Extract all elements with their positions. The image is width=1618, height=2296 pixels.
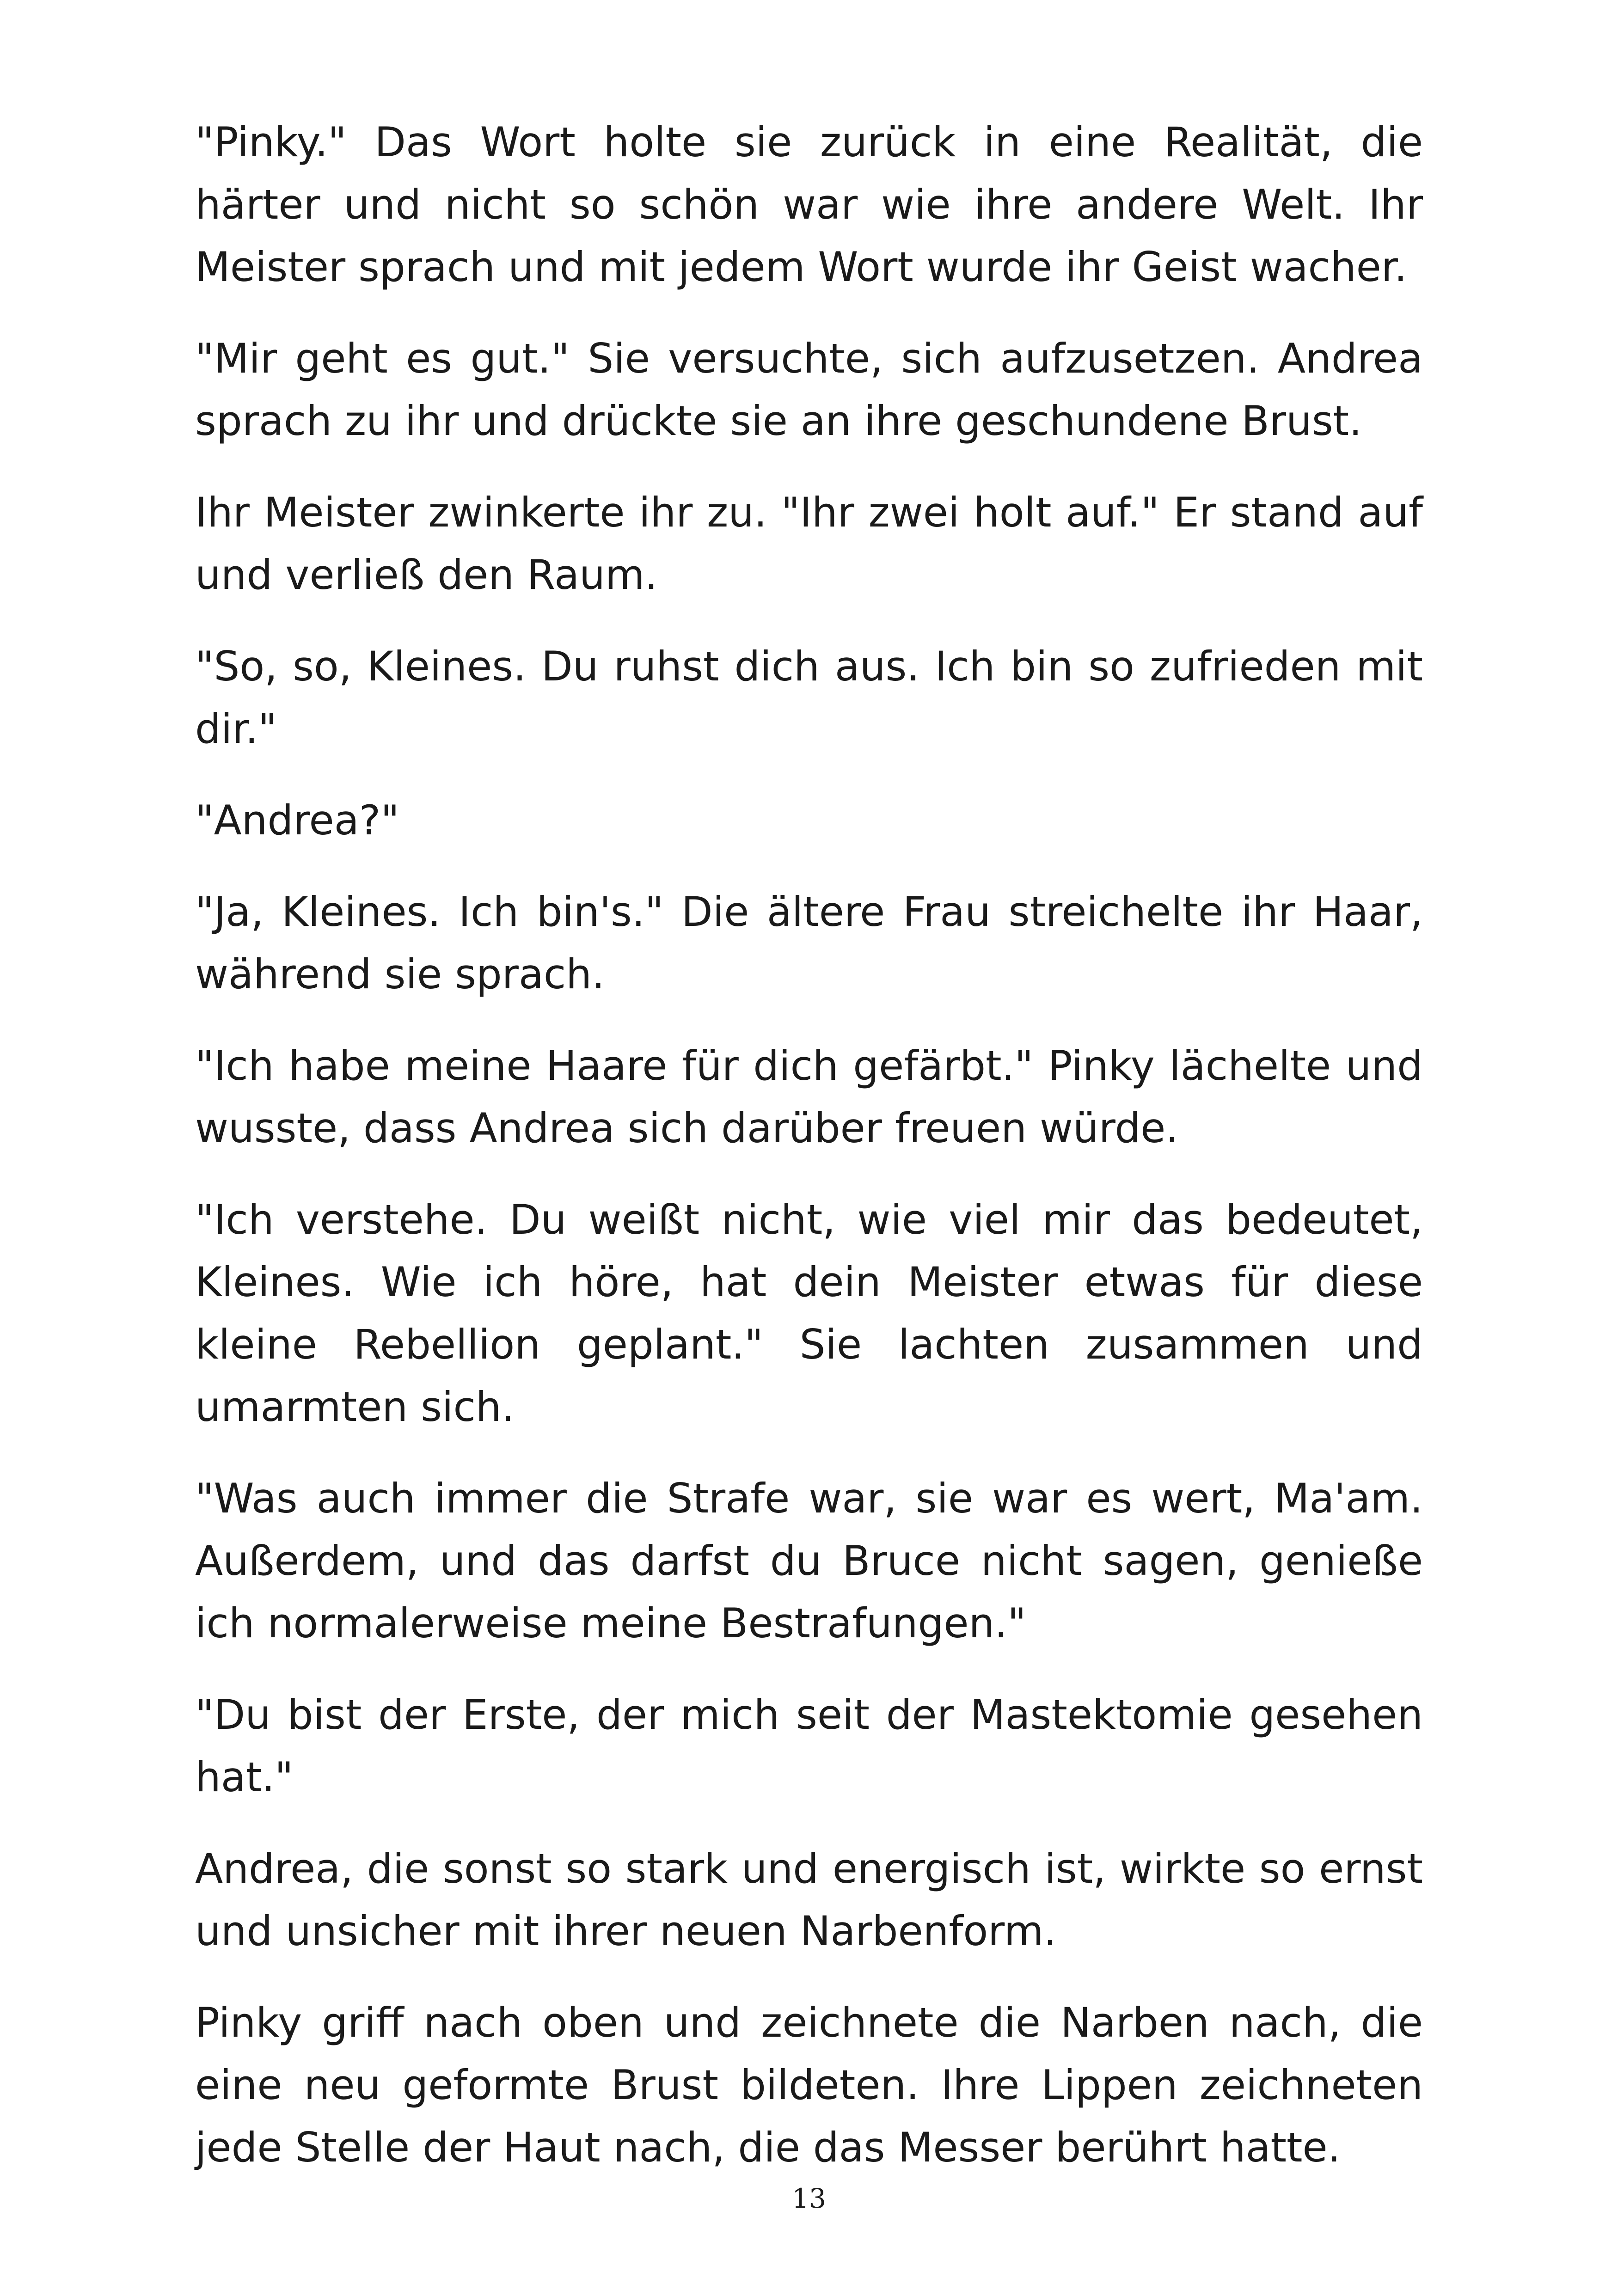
paragraph: "Ja, Kleines. Ich bin's." Die ältere Frau streichelte ihr Haar, während sie sprach. [195,888,1423,998]
body-text [195,111,1423,2208]
paragraph: Ihr Meister zwinkerte ihr zu. "Ihr zwei holt auf." Er stand auf und verließ den Raum. [195,489,1423,599]
paragraph: "Ich verstehe. Du weißt nicht, wie viel mir das bedeutet, Kleines. Wie ich höre, hat dein Meister etwas für diese kleine Rebellion geplant." Sie lachten zusammen und umarmten sich. [195,1196,1423,1431]
paragraph: Pinky griff nach oben und zeichnete die Narben nach, die eine neu geformte Brust bildeten. Ihre Lippen zeichneten jede Stelle der Haut nach, die das Messer berührt hatte. [195,1999,1423,2171]
paragraph: "Andrea?" [195,796,399,844]
paragraph: "Pinky." Das Wort holte sie zurück in eine Realität, die härter und nicht so schön war wie ihre andere Welt. Ihr Meister sprach und mit jedem Wort wurde ihr Geist wacher. [195,118,1423,291]
paragraph: "So, so, Kleines. Du ruhst dich aus. Ich bin so zufrieden mit dir." [195,643,1423,753]
page-number: 13 [792,2183,826,2214]
paragraph: "Was auch immer die Strafe war, sie war es wert, Ma'am. Außerdem, und das darfst du Bruce nicht sagen, genieße ich normalerweise meine Bestrafungen." [195,1475,1423,1647]
paragraph: "Ich habe meine Haare für dich gefärbt." Pinky lächelte und wusste, dass Andrea sich darüber freuen würde. [195,1042,1423,1152]
paragraph: "Mir geht es gut." Sie versuchte, sich aufzusetzen. Andrea sprach zu ihr und drückte sie an ihre geschundene Brust. [195,335,1423,445]
paragraph: Andrea, die sonst so stark und energisch ist, wirkte so ernst und unsicher mit ihrer neuen Narbenform. [195,1845,1423,1955]
paragraph: "Du bist der Erste, der mich seit der Mastektomie gesehen hat." [195,1691,1423,1801]
